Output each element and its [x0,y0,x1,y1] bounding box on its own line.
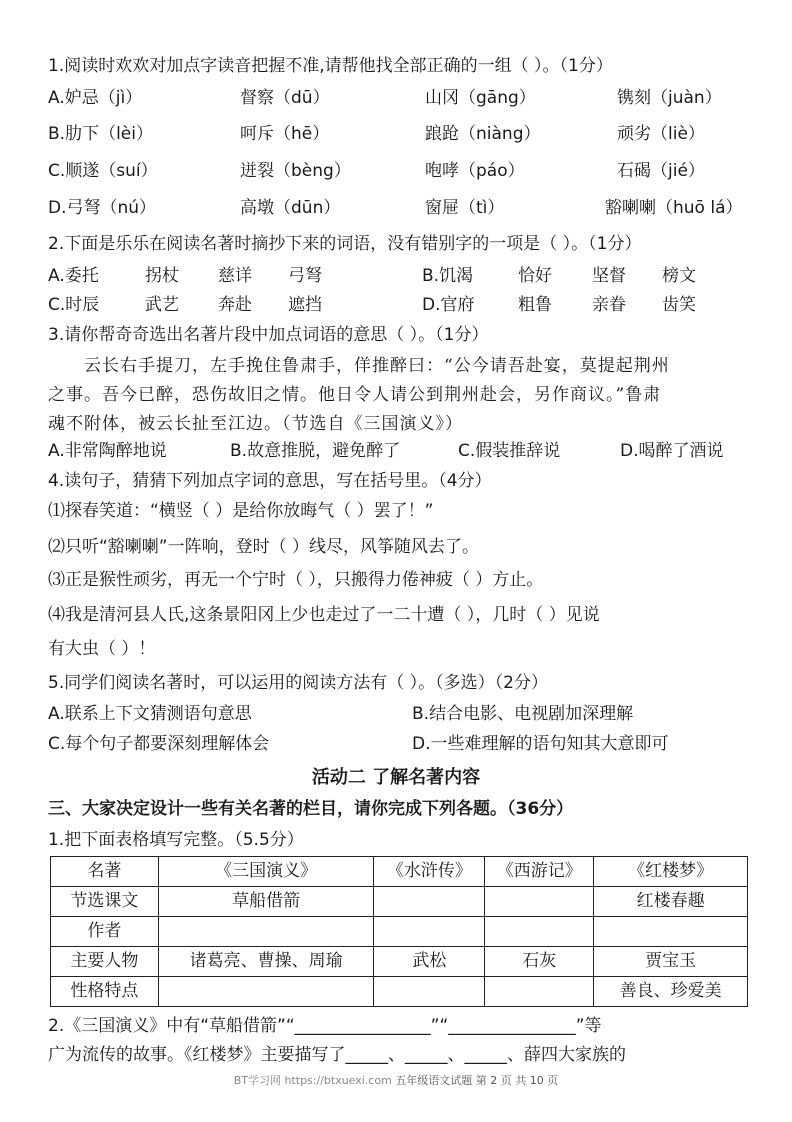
table-row [51,857,748,887]
table-row [51,917,748,947]
page-footer [0,1072,792,1088]
q5-option: B.结合电影、电视剧加深理解 [412,704,634,724]
q1-option: 高墩（dūn） [240,198,341,218]
table-cell-blank[interactable] [374,977,485,1007]
table-cell-blank[interactable] [594,917,748,947]
q2-word: 榜文 [662,266,696,286]
table-cell: 石灰 [485,947,594,977]
q2-word: 齿笑 [662,295,696,315]
q2-word: 坚督 [592,266,626,286]
q1-option: C.顺遂（suí） [48,161,158,181]
table-cell: 善良、珍爱美 [594,977,748,1007]
table-cell: 《水浒传》 [374,857,485,887]
activity-title: 活动二 了解名著内容 [311,767,481,788]
q3-option: D.喝醉了酒说 [620,441,724,461]
q3-stem: 3.请你帮奇奇选出名著片段中加点词语的意思（ ）。（1分） [48,325,489,345]
q1-option: 顽劣（liè） [617,124,705,144]
passage-line: 之事。吾今已醉，恐伤故旧之情。他日令人请公到荆州赴会，另作商议。”鲁肃 [48,385,662,405]
q2-word: D.官府 [422,295,475,315]
q2-stem: 2.下面是乐乐在阅读名著时摘抄下来的词语，没有错别字的一项是（ ）。（1分） [48,234,642,254]
q1-option: 督察（dū） [240,88,330,108]
fill-question-line: 2.《三国演义》中有“草船借箭”“________________”“_______________”等 [48,1016,602,1036]
q1-option: 呵斥（hē） [240,124,330,144]
q4-item: ⑴探春笑道：“横竖（ ）是给你放晦气（ ）罢了！” [48,501,434,521]
q2-word: 弓弩 [288,266,322,286]
q4-stem: 4.读句子，猜猜下列加点字词的意思，写在括号里。（4分） [48,471,492,491]
q2-word: B.饥渴 [422,266,474,286]
table-cell: 红楼春趣 [594,887,748,917]
q1-option: 山冈（gāng） [425,88,536,108]
table-cell: 《红楼梦》 [594,857,748,887]
q1-option: 咆哮（páo） [425,161,525,181]
q4-item: 有大虫（ ）！ [48,639,156,659]
table-cell: 《三国演义》 [158,857,374,887]
q4-item: ⑵只听“豁喇喇”一阵响，登时（ ）线尽，风筝随风去了。 [48,537,480,557]
table-row [51,947,748,977]
q2-word: A.委托 [48,266,99,286]
table-cell: 主要人物 [51,947,159,977]
table-cell: 性格特点 [51,977,159,1007]
table-cell: 诸葛亮、曹操、周瑜 [158,947,374,977]
q2-word: 亲眷 [592,295,626,315]
table-row [51,887,748,917]
q2-word: 奔赴 [218,295,252,315]
q1-option: 窗屉（tì） [425,198,505,218]
q3-option: A.非常陶醉地说 [48,441,167,461]
table-cell: 节选课文 [51,887,159,917]
watermark-url: BT学习网 https://btxuexi.com [233,1074,392,1087]
q1-option: D.弓弩（nú） [48,198,157,218]
table-cell: 名著 [51,857,159,887]
fill-question-line: 广为流传的故事。《红楼梦》主要描写了_____、_____、_____、薛四大家族的 [48,1045,626,1065]
table-cell-blank[interactable] [374,917,485,947]
passage-line: 魂不附体，被云长扯至江边。（节选自《三国演义》） [48,414,463,434]
table-cell: 武松 [374,947,485,977]
table-cell-blank[interactable] [485,977,594,1007]
q4-item: ⑶正是猴性顽劣，再无一个宁时（ ），只搬得力倦神疲（ ）方止。 [48,570,544,590]
table-cell-blank[interactable] [485,887,594,917]
table-cell-blank[interactable] [158,977,374,1007]
table-cell: 作者 [51,917,159,947]
q3-passage [48,352,748,439]
table-cell-blank[interactable] [485,917,594,947]
q1-option: 豁喇喇（huō lá） [605,198,743,218]
q1-option: B.肋下（lèi） [48,124,153,144]
q3-option: C.假装推辞说 [458,441,561,461]
novels-table [50,856,748,1007]
table-row [51,977,748,1007]
q1-option: 踉跄（niàng） [425,124,541,144]
page-number: 五年级语文试题 第 2 页 共 10 页 [395,1074,559,1087]
q2-word: 遮挡 [288,295,322,315]
q2-word: 粗鲁 [518,295,552,315]
q2-word: 拐杖 [145,266,179,286]
table-cell: 《西游记》 [485,857,594,887]
q5-option: A.联系上下文猜测语句意思 [48,704,252,724]
q1-option: 石碣（jié） [617,161,705,181]
q1-option: A.妒忌（jì） [48,88,143,108]
q5-option: C.每个句子都要深刻理解体会 [48,734,270,754]
q3-option: B.故意推脱，避免醉了 [230,441,401,461]
q4-item: ⑷我是清河县人氏,这条景阳冈上少也走过了一二十遭（ ），几时（ ）见说 [48,605,600,625]
table-cell: 草船借箭 [158,887,374,917]
passage-line: 云长右手提刀，左手挽住鲁肃手，佯推醉曰：“公今请吾赴宴，莫提起荆州 [84,356,670,376]
table-cell-blank[interactable] [374,887,485,917]
q5-stem: 5.同学们阅读名著时，可以运用的阅读方法有（ ）。（多选）（2分） [48,673,548,693]
table-question: 1.把下面表格填写完整。（5.5分） [48,830,304,850]
q1-option: 迸裂（bèng） [240,161,351,181]
table-cell: 贾宝玉 [594,947,748,977]
q5-option: D.一些难理解的语句知其大意即可 [412,734,669,754]
section-title: 三、大家决定设计一些有关名著的栏目，请你完成下列各题。（36分） [48,799,574,819]
q2-word: C.时辰 [48,295,100,315]
q2-word: 恰好 [518,266,552,286]
q2-word: 武艺 [145,295,179,315]
q1-stem: 1.阅读时欢欢对加点字读音把握不准,请帮他找全部正确的一组（ ）。（1分） [48,56,613,76]
table-cell-blank[interactable] [158,917,374,947]
q2-word: 慈详 [218,266,252,286]
q1-option: 镌刻（juàn） [617,88,722,108]
